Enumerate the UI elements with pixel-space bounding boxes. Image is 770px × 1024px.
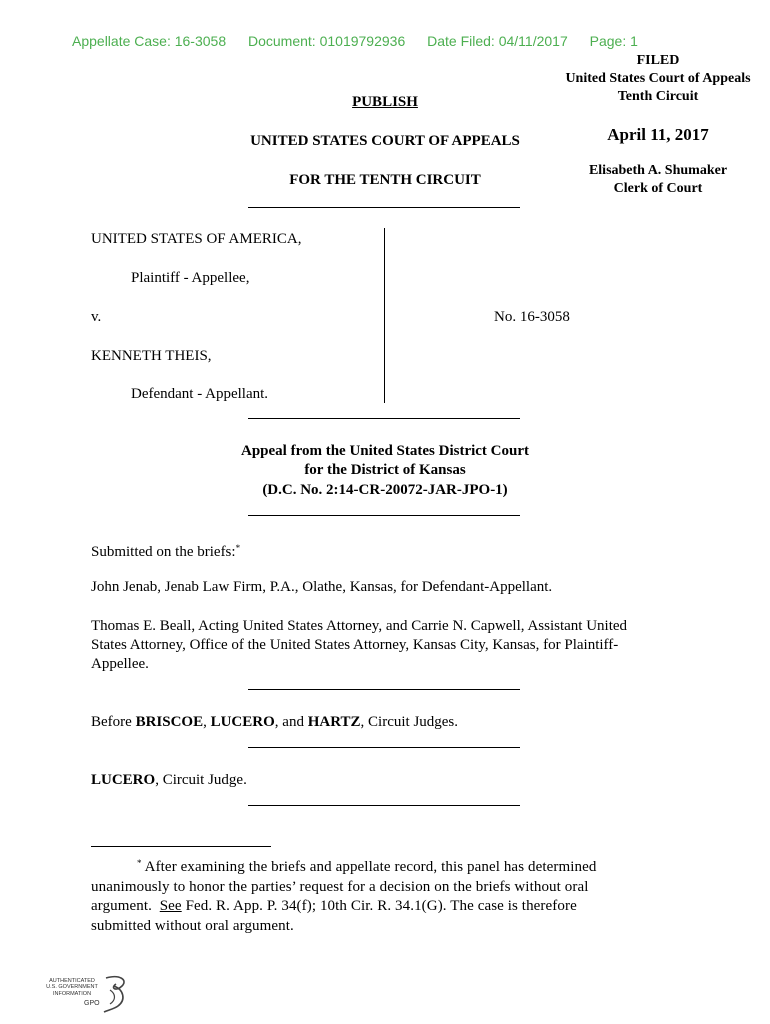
before-prefix: Before bbox=[91, 714, 132, 730]
footnote-line-1: After examining the briefs and appellate record, this panel has determined bbox=[144, 859, 597, 875]
judge-separator: , bbox=[203, 714, 207, 730]
caption-versus: v. bbox=[91, 309, 102, 325]
opinion-author bbox=[91, 771, 247, 790]
footnote-line-3a: argument. bbox=[91, 898, 153, 914]
judge-separator: , and bbox=[274, 714, 304, 730]
caption-defendant: KENNETH THEIS, bbox=[91, 348, 212, 364]
filed-label: FILED bbox=[636, 53, 680, 68]
before-suffix: , Circuit Judges. bbox=[360, 714, 459, 730]
caption-plaintiff-role: Plaintiff - Appellee, bbox=[131, 270, 250, 286]
footnote-reference: * bbox=[235, 543, 241, 553]
gpo-line-3: INFORMATION bbox=[52, 990, 92, 997]
circuit-title: FOR THE TENTH CIRCUIT bbox=[289, 172, 481, 188]
appellee-counsel-line-3: Appellee. bbox=[91, 656, 149, 672]
submitted-on-briefs bbox=[91, 539, 240, 562]
document-header-stamp bbox=[72, 33, 712, 49]
divider-rule bbox=[248, 207, 520, 208]
divider-rule bbox=[248, 418, 520, 419]
appellee-counsel-line-1: Thomas E. Beall, Acting United States Attorney, and Carrie N. Capwell, Assistant United bbox=[91, 618, 628, 634]
caption-defendant-role: Defendant - Appellant. bbox=[131, 386, 269, 402]
footnote-rule bbox=[91, 846, 271, 847]
publish-label: PUBLISH bbox=[352, 94, 418, 110]
footnote-see-signal: See bbox=[159, 898, 182, 914]
footnote-line-2: unanimously to honor the parties’ request for a decision on the briefs without oral bbox=[91, 878, 589, 895]
footnote-mark: * bbox=[137, 858, 142, 868]
filed-date: April 11, 2017 bbox=[607, 125, 709, 144]
gpo-line-1: AUTHENTICATED bbox=[49, 978, 95, 984]
author-suffix: , Circuit Judge. bbox=[155, 772, 247, 788]
filed-court: United States Court of Appeals bbox=[565, 71, 751, 86]
divider-rule bbox=[248, 515, 520, 516]
divider-rule bbox=[248, 747, 520, 748]
judge-briscoe: BRISCOE bbox=[135, 714, 204, 730]
header-case-number: Appellate Case: 16-3058 bbox=[72, 33, 227, 49]
gpo-line-2: U.S. GOVERNMENT bbox=[46, 984, 98, 991]
divider-rule bbox=[248, 805, 520, 806]
appeal-line-3: (D.C. No. 2:14-CR-20072-JAR-JPO-1) bbox=[262, 482, 508, 498]
appeal-line-2: for the District of Kansas bbox=[304, 462, 466, 478]
submitted-label: Submitted on the briefs: bbox=[91, 544, 236, 560]
appellee-counsel-line-2: States Attorney, Office of the United States Attorney, Kansas City, Kansas, for Plaintiff- bbox=[91, 637, 619, 653]
judge-hartz: HARTZ bbox=[307, 714, 361, 730]
footnote-line-3b: Fed. R. App. P. 34(f); 10th Cir. R. 34.1(G). The case is therefore bbox=[185, 898, 577, 914]
footnote bbox=[91, 854, 671, 936]
case-number: No. 16-3058 bbox=[494, 309, 570, 325]
author-name: LUCERO bbox=[91, 772, 156, 788]
footnote-line-4: submitted without oral argument. bbox=[91, 917, 294, 934]
gpo-mark: GPO bbox=[84, 1000, 100, 1007]
judge-lucero: LUCERO bbox=[210, 714, 275, 730]
filed-circuit: Tenth Circuit bbox=[617, 89, 699, 104]
caption-divider bbox=[384, 228, 385, 403]
filed-clerk-name: Elisabeth A. Shumaker bbox=[588, 163, 728, 178]
filed-clerk-title: Clerk of Court bbox=[613, 181, 703, 196]
header-date-filed: Date Filed: 04/11/2017 bbox=[427, 33, 568, 49]
appeal-line-1: Appeal from the United States District Court bbox=[240, 443, 530, 459]
gpo-authentication-text bbox=[46, 978, 98, 997]
court-title: UNITED STATES COURT OF APPEALS bbox=[250, 133, 520, 149]
header-page-number: Page: 1 bbox=[589, 33, 638, 49]
appellant-counsel: John Jenab, Jenab Law Firm, P.A., Olathe, Kansas, for Defendant-Appellant. bbox=[91, 579, 553, 595]
header-document-number: Document: 01019792936 bbox=[248, 33, 406, 49]
caption-plaintiff: UNITED STATES OF AMERICA, bbox=[91, 231, 302, 247]
divider-rule bbox=[248, 689, 520, 690]
panel-judges bbox=[91, 713, 458, 732]
